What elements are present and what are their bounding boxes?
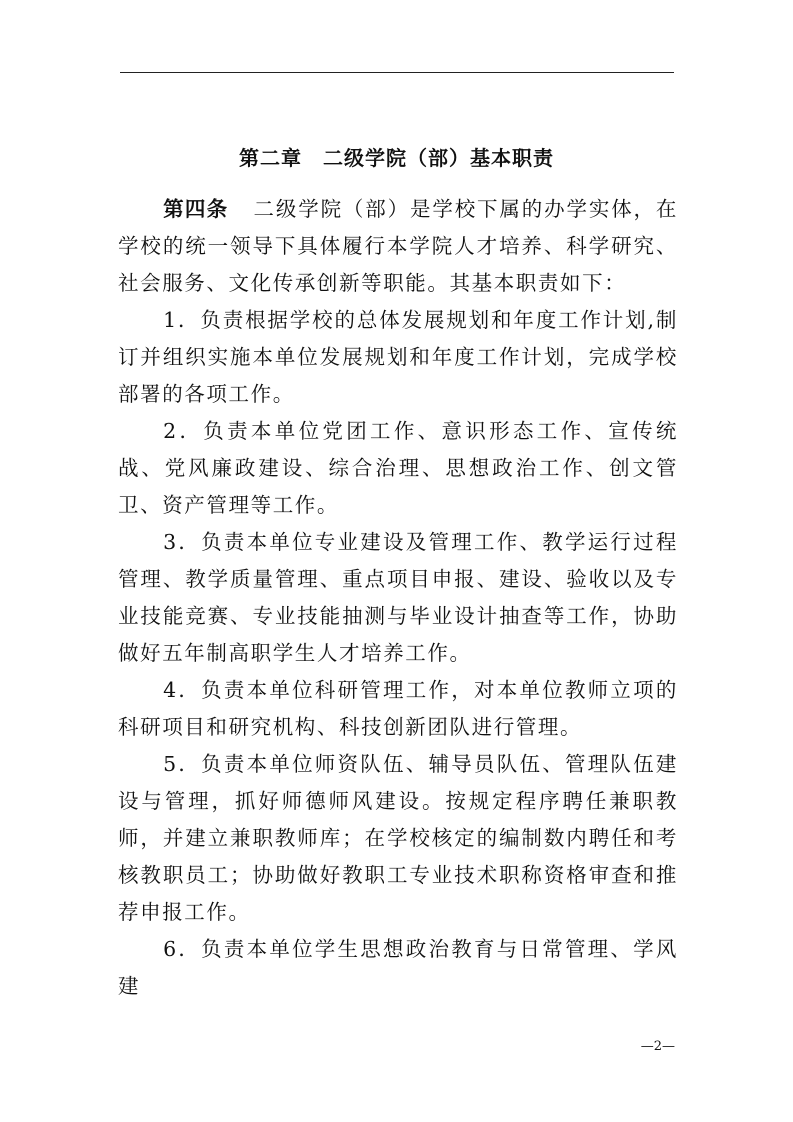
list-item: 5．负责本单位师资队伍、辅导员队伍、管理队伍建设与管理，抓好师德师风建设。按规定程序聘任兼职教师，并建立兼职教师库；在学校核定的编制数内聘任和考核教职员工；协助做好教职工专业技术职称资格审查和推荐申报工作。 [118,752,678,924]
chapter-title: 第二章 二级学院（部）基本职责 [239,146,554,170]
list-item: 6．负责本单位学生思想政治教育与日常管理、学风建 [118,937,678,998]
list-item: 3．负责本单位专业建设及管理工作、教学运行过程管理、教学质量管理、重点项目申报、建设、验收以及专业技能竞赛、专业技能抽测与毕业设计抽查等工作，协助做好五年制高职学生人才培养工作。 [118,530,678,665]
document-body [118,191,678,1005]
article-paragraph [118,191,678,302]
list-item: 2．负责本单位党团工作、意识形态工作、宣传统战、党风廉政建设、综合治理、思想政治工作、创文管卫、资产管理等工作。 [118,419,678,517]
header-rule [120,72,674,73]
article-label: 第四条 [163,197,229,221]
list-item: 4．负责本单位科研管理工作，对本单位教师立项的科研项目和研究机构、科技创新团队进行管理。 [118,678,678,739]
article-text: 二级学院（部）是学校下属的办学实体，在学校的统一领导下具体履行本学院人才培养、科学研究、社会服务、文化传承创新等职能。其基本职责如下： [118,197,679,295]
list-item: 1．负责根据学校的总体发展规划和年度工作计划,制订并组织实施本单位发展规划和年度工作计划，完成学校部署的各项工作。 [118,308,678,406]
page-number: —2— [640,1039,675,1054]
